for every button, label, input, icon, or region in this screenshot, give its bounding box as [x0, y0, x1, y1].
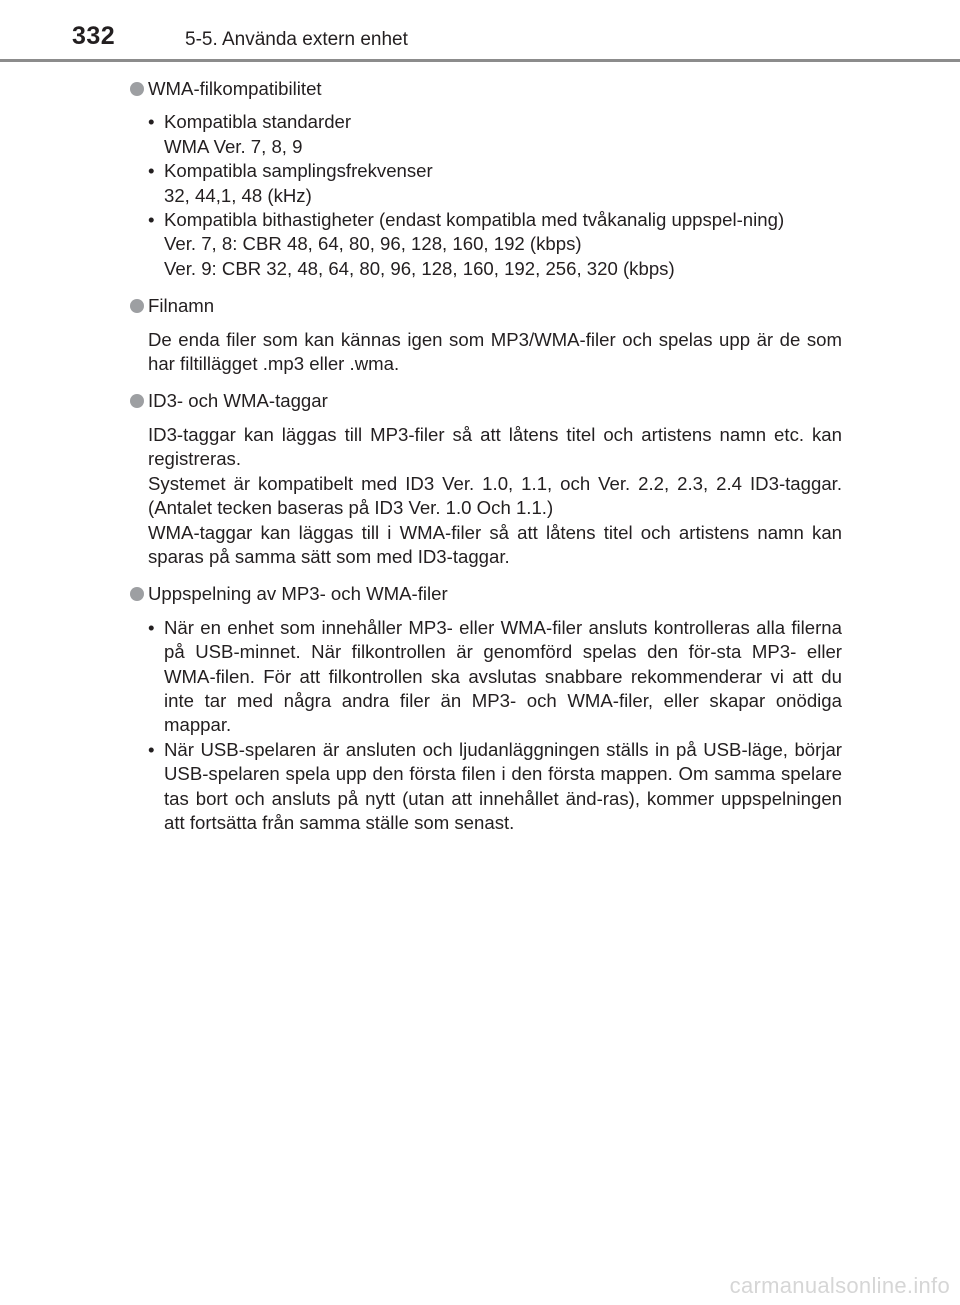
list-item-detail: Ver. 7, 8: CBR 48, 64, 80, 96, 128, 160, 192 (kbps): [164, 233, 582, 255]
section-1: [130, 77, 842, 281]
list-item-detail: Ver. 9: CBR 32, 48, 64, 80, 96, 128, 160, 192, 256, 320 (kbps): [164, 257, 675, 279]
section-heading: [130, 77, 842, 101]
bullet-dot-icon: [130, 394, 144, 408]
paragraph: ID3-taggar kan läggas till MP3-filer så att låtens titel och artistens namn etc. kan registreras.: [148, 423, 842, 470]
section-title: 5-5. Använda extern enhet: [185, 29, 408, 50]
header-divider: [0, 59, 960, 62]
section-3: [130, 389, 842, 569]
list-item-title: • Kompatibla samplingsfrekvenser: [164, 160, 433, 182]
section-heading: [130, 389, 842, 413]
paragraph: De enda filer som kan kännas igen som MP3/WMA-filer och spelas upp är de som har filtillägget .mp3 eller .wma.: [148, 328, 842, 375]
list-item: [148, 738, 842, 836]
section-2: [130, 294, 842, 376]
list-item-title: • Kompatibla standarder: [164, 111, 352, 133]
paragraph-block: [148, 423, 842, 569]
section-heading-text: WMA-filkompatibilitet: [148, 78, 322, 99]
list-item-title: • När USB-spelaren är ansluten och ljudanläggningen ställs in på USB-läge, börjar USB-spelaren spela upp den första filen i den första mappen. Om samma spelare tas bort och ansluts på nytt (utan att innehållet änd-ras), kommer uppspelningen att fortsätta från samma ställe som senast.: [164, 738, 842, 833]
bullet-dot-icon: [130, 587, 144, 601]
section-heading: [130, 294, 842, 318]
page-header: [0, 0, 960, 62]
section-heading-text: ID3- och WMA-taggar: [148, 390, 328, 412]
page-body: [130, 77, 842, 835]
list-item: [148, 616, 842, 738]
list-item: [148, 110, 842, 159]
section-4: [130, 582, 842, 835]
bullet-list: [148, 616, 842, 836]
paragraph: Systemet är kompatibelt med ID3 Ver. 1.0, 1.1, och Ver. 2.2, 2.3, 2.4 ID3-taggar. (Antalet tecken baseras på ID3 Ver. 1.0 Och 1.1.): [148, 472, 842, 519]
list-item-title: • Kompatibla bithastigheter (endast kompatibla med tvåkanalig uppspel-ning): [164, 209, 785, 231]
list-item: [148, 159, 842, 208]
bullet-list: [148, 110, 842, 281]
list-item-detail: WMA Ver. 7, 8, 9: [164, 135, 303, 157]
watermark: carmanualsonline.info: [729, 1273, 950, 1298]
paragraph-block: [148, 328, 842, 377]
bullet-dot-icon: [130, 299, 144, 313]
page-number: 332: [72, 22, 116, 50]
list-item-title: • När en enhet som innehåller MP3- eller WMA-filer ansluts kontrolleras alla filerna på USB-minnet. När filkontrollen är genomförd spelas den för-sta MP3- eller WMA-filen. För att filkontrollen ska avslutas snabbare rekommenderar vi att du inte tar med några andra filer än MP3- och WMA-filer, eller skapar onödiga mappar.: [164, 616, 842, 736]
list-item: [148, 208, 842, 281]
paragraph: WMA-taggar kan läggas till i WMA-filer så att låtens titel och artistens namn kan sparas på samma sätt som med ID3-taggar.: [148, 521, 842, 567]
section-heading: [130, 582, 842, 606]
section-heading-text: Filnamn: [148, 295, 215, 317]
section-heading-text: Uppspelning av MP3- och WMA-filer: [148, 583, 448, 605]
bullet-dot-icon: [130, 82, 144, 96]
list-item-detail: 32, 44,1, 48 (kHz): [164, 184, 312, 206]
